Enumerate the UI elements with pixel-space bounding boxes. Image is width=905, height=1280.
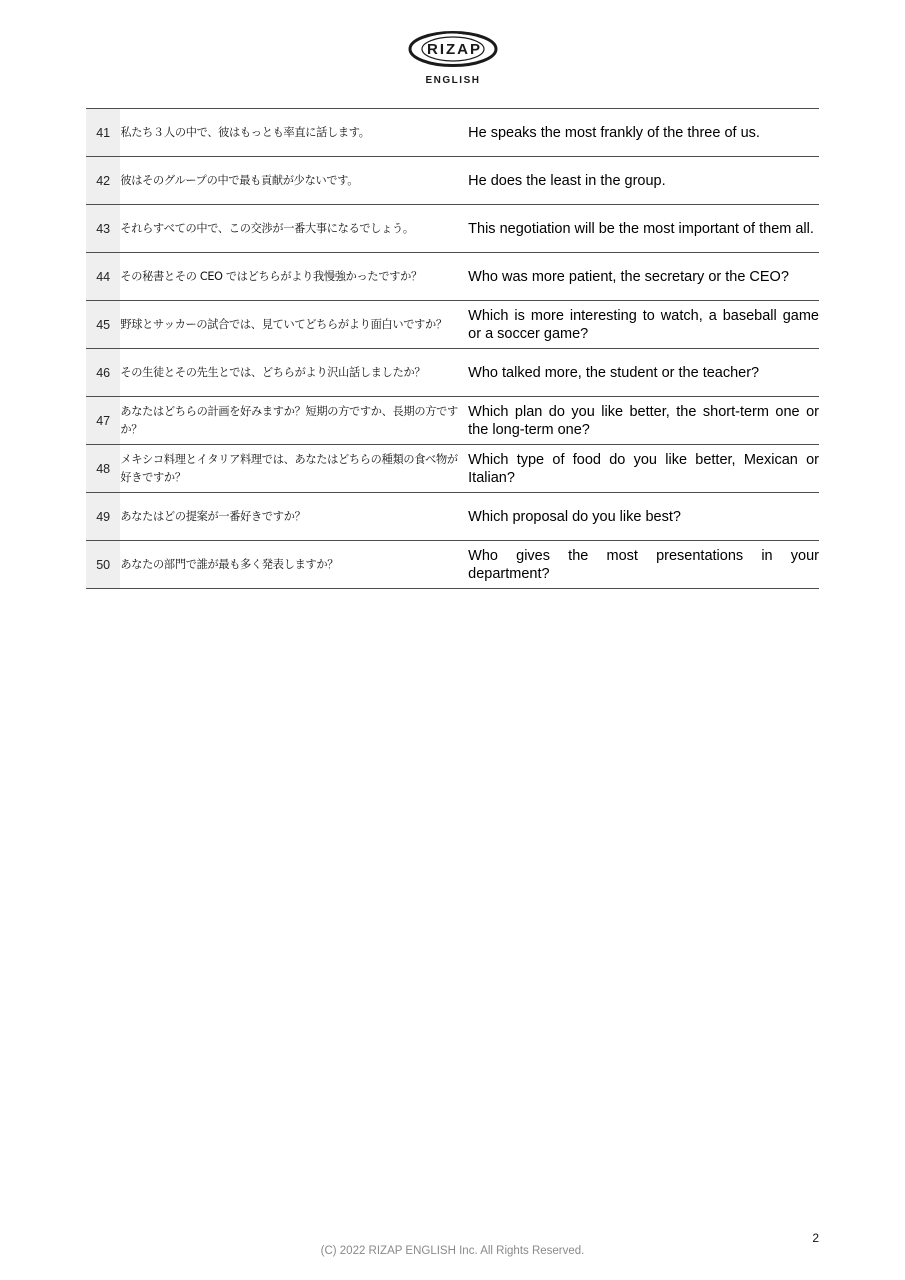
row-number: 42 — [86, 157, 120, 205]
english-sentence: Who was more patient, the secretary or the CEO? — [468, 253, 819, 301]
english-sentence: Which plan do you like better, the short-term one or the long-term one? — [468, 397, 819, 445]
row-number: 50 — [86, 541, 120, 589]
row-number: 46 — [86, 349, 120, 397]
table-row — [86, 541, 819, 589]
table-row — [86, 445, 819, 493]
row-number: 45 — [86, 301, 120, 349]
japanese-sentence: メキシコ料理とイタリア料理では、あなたはどちらの種類の食べ物が好きですか？ — [120, 445, 460, 493]
logo-wordmark: RIZAP — [427, 41, 482, 58]
english-sentence: Who gives the most presentations in your department? — [468, 541, 819, 589]
rizap-english-logo — [408, 30, 498, 88]
logo-subtitle: ENGLISH — [425, 75, 481, 86]
table-row — [86, 493, 819, 541]
japanese-sentence: 彼はそのグループの中で最も貢献が少ないです。 — [120, 157, 460, 205]
english-sentence: Who talked more, the student or the teacher? — [468, 349, 819, 397]
row-number: 48 — [86, 445, 120, 493]
table-row — [86, 205, 819, 253]
translation-table — [86, 108, 819, 589]
english-sentence: He does the least in the group. — [468, 157, 819, 205]
copyright-footer: (C) 2022 RIZAP ENGLISH Inc. All Rights Reserved. — [320, 1245, 585, 1257]
table-row — [86, 109, 819, 157]
japanese-sentence: あなたはどの提案が一番好きですか？ — [120, 493, 460, 541]
row-number: 44 — [86, 253, 120, 301]
table-row — [86, 349, 819, 397]
table-row — [86, 301, 819, 349]
english-sentence: This negotiation will be the most important of them all. — [468, 205, 819, 253]
english-sentence: He speaks the most frankly of the three of us. — [468, 109, 819, 157]
english-sentence: Which proposal do you like best? — [468, 493, 819, 541]
english-sentence: Which type of food do you like better, Mexican or Italian? — [468, 445, 819, 493]
japanese-sentence: あなたの部門で誰が最も多く発表しますか？ — [120, 541, 460, 589]
japanese-sentence: それらすべての中で、この交渉が一番大事になるでしょう。 — [120, 205, 460, 253]
japanese-sentence: 野球とサッカーの試合では、見ていてどちらがより面白いですか？ — [120, 301, 460, 349]
table-row — [86, 397, 819, 445]
japanese-sentence: その生徒とその先生とでは、どちらがより沢山話しましたか？ — [120, 349, 460, 397]
japanese-sentence: その秘書とその CEO ではどちらがより我慢強かったですか？ — [120, 253, 460, 301]
row-number: 41 — [86, 109, 120, 157]
table-row — [86, 157, 819, 205]
table-row — [86, 253, 819, 301]
row-number: 47 — [86, 397, 120, 445]
japanese-sentence: 私たち３人の中で、彼はもっとも率直に話します。 — [120, 109, 460, 157]
row-number: 49 — [86, 493, 120, 541]
row-number: 43 — [86, 205, 120, 253]
page-number: 2 — [812, 1231, 819, 1245]
japanese-sentence: あなたはどちらの計画を好みますか？短期の方ですか、長期の方ですか？ — [120, 397, 460, 445]
english-sentence: Which is more interesting to watch, a baseball game or a soccer game? — [468, 301, 819, 349]
